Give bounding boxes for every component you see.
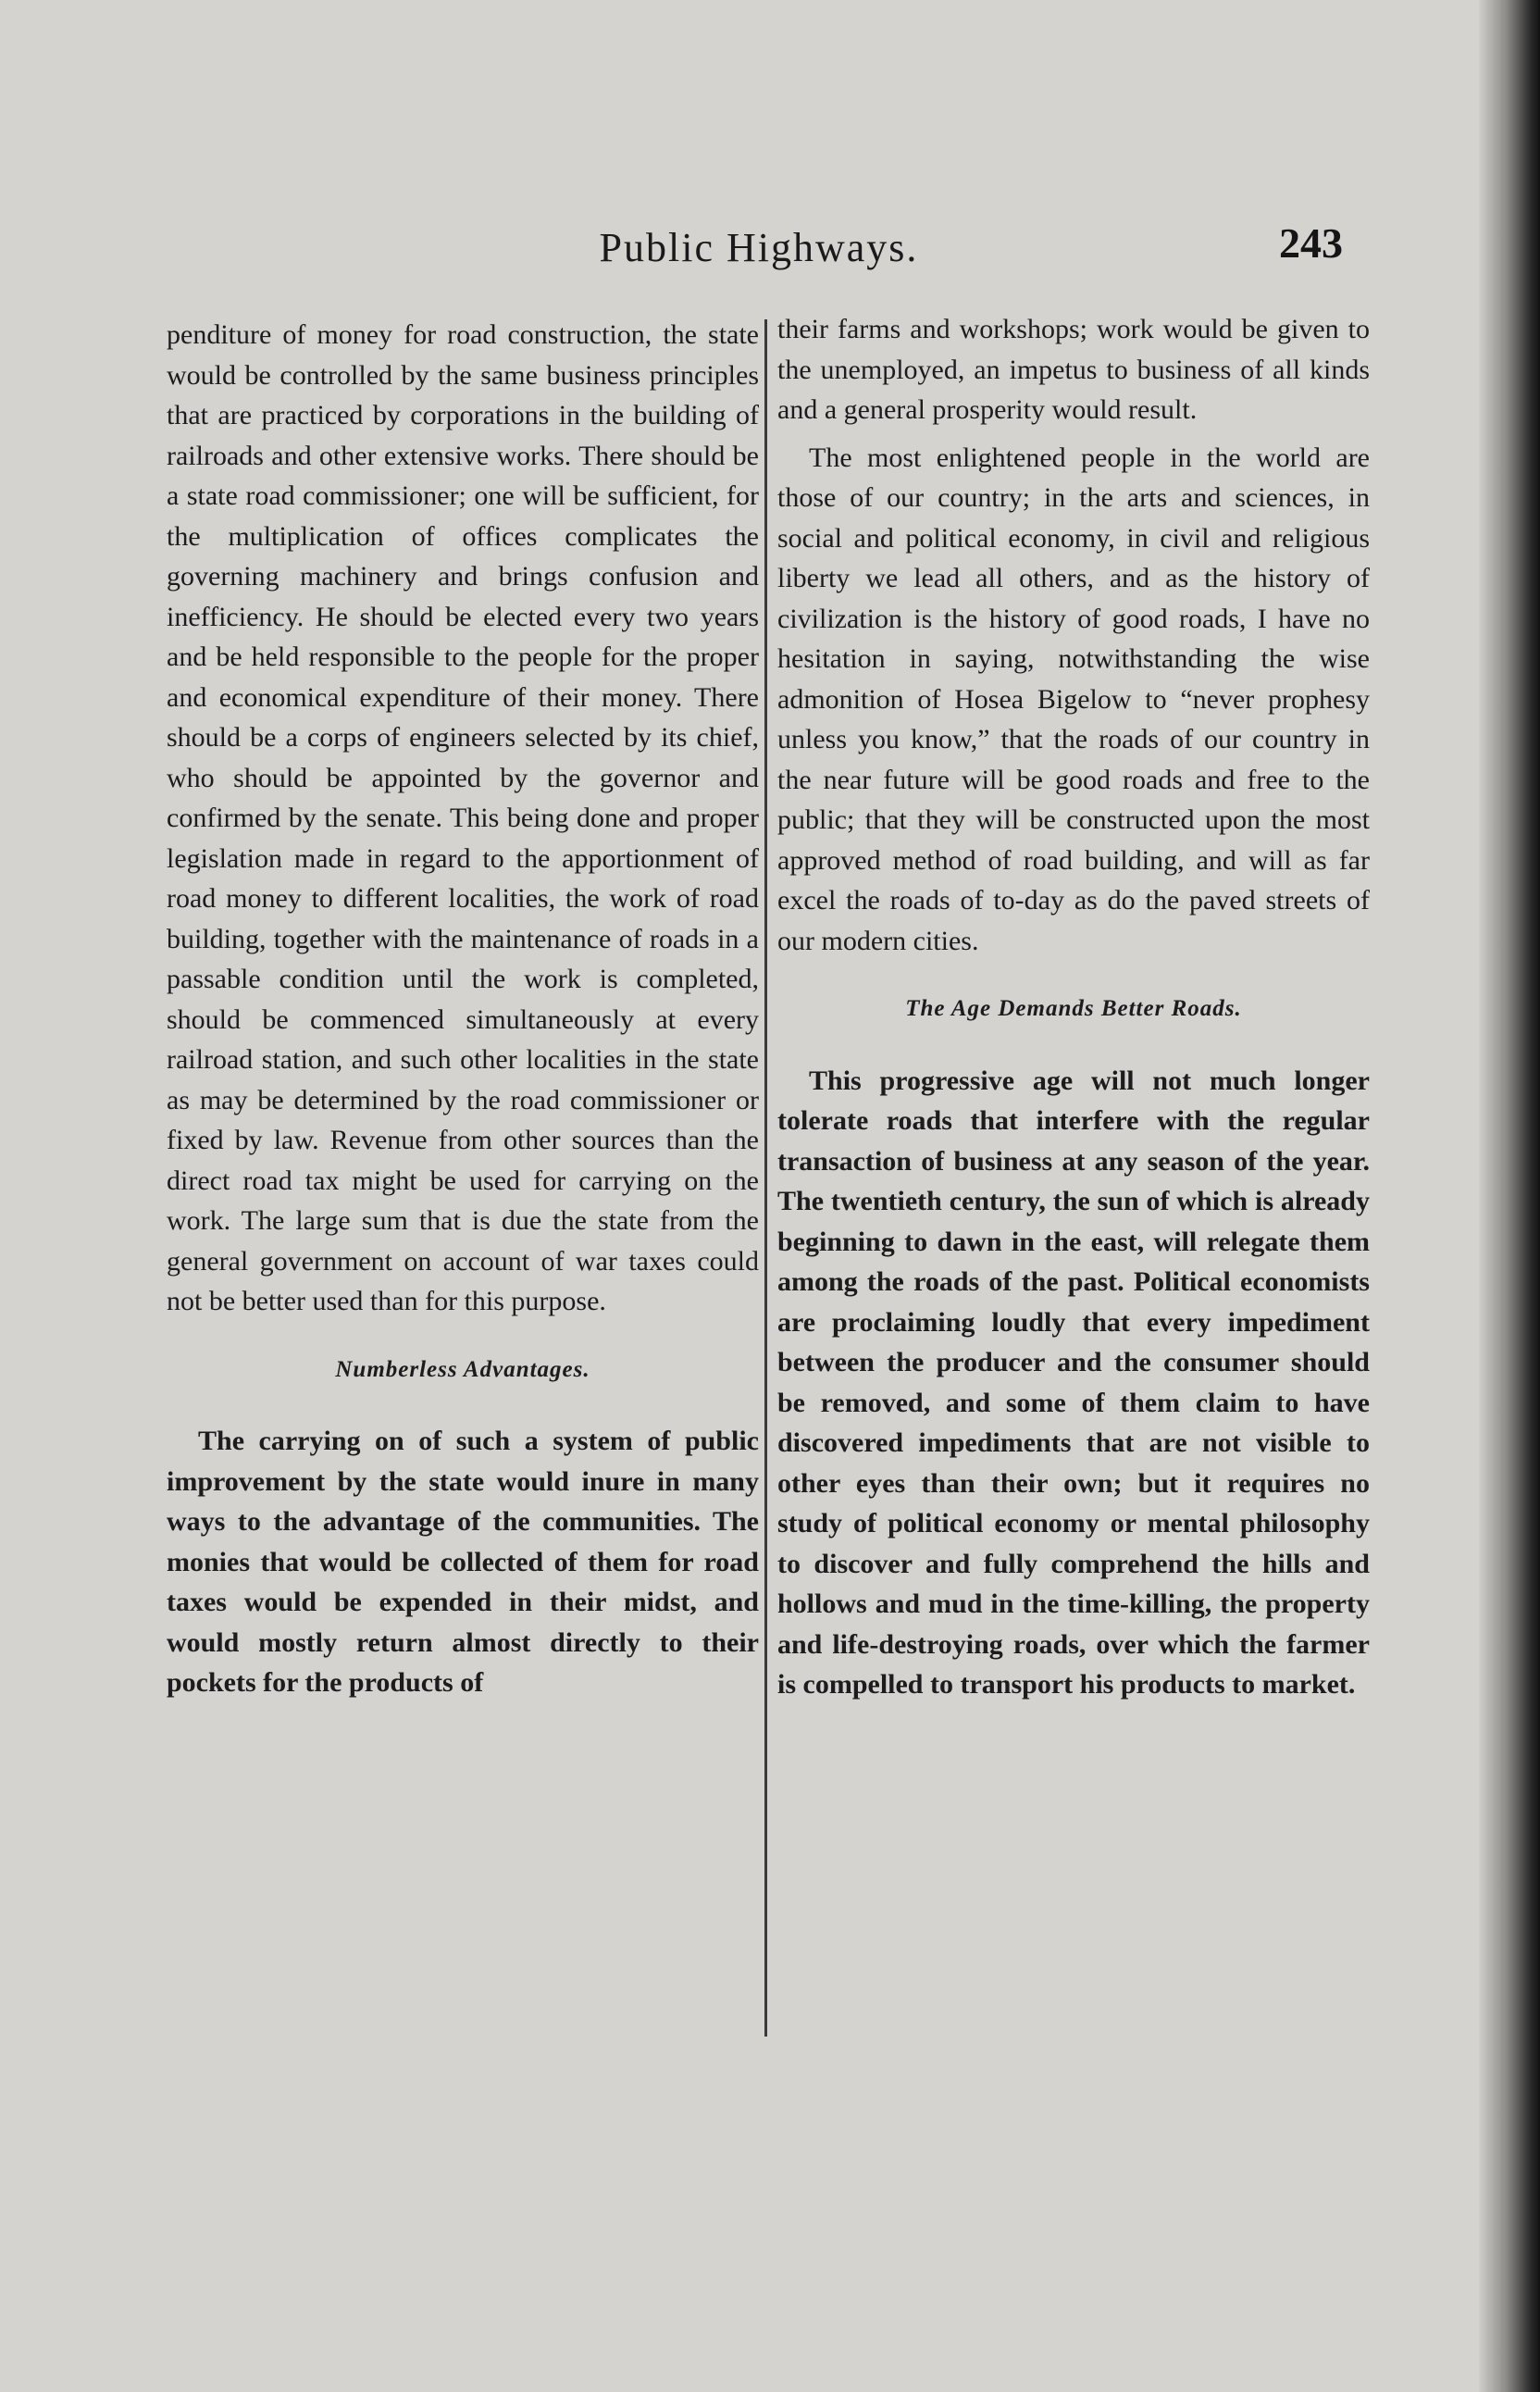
right-column xyxy=(777,309,1370,1705)
right-paragraph-2: The most enlightened people in the world are those of our country; in the arts and sciences, in social and political economy, in civil and religious liberty we lead all others, and as the history of civilization is the history of good roads, I have no hesitation in saying, notwithstanding the wise admonition of Hosea Bigelow to “never prophesy unless you know,” that the roads of our country in the near future will be good roads and free to the public; that they will be constructed upon the most approved method of road building, and will as far excel the roads of to-day as do the paved streets of our modern cities. xyxy=(777,442,1370,956)
right-paragraph-1: their farms and workshops; work would be given to the unemployed, an impetus to business of all kinds and a general prosperity would result. xyxy=(777,314,1370,425)
page-edge-shadow xyxy=(1479,0,1540,2392)
section-heading-numberless-advantages: Numberless Advantages. xyxy=(335,1356,590,1382)
left-paragraph-1: penditure of money for road construction, the state would be controlled by the same business principles that are practiced by corporations in the building of railroads and other extensive works. There should be a state road commissioner; one will be sufficient, for the multiplication of offices complicates the governing machinery and brings confusion and inefficiency. He should be elected every two years and be held responsible to the people for the proper and economical expenditure of their money. There should be a corps of engineers selected by its chief, who should be appointed by the governor and confirmed by the senate. This being done and proper legislation made in regard to the apportionment of road money to different localities, the work of road building, together with the maintenance of roads in a passable condition until the work is completed, should be commenced simultaneously at every railroad station, and such other localities in the state as may be determined by the road commissioner or fixed by law. Revenue from other sources than the direct road tax might be used for carrying on the work. The large sum that is due the state from the general government on account of war taxes could not be better used than for this purpose. xyxy=(167,319,759,1316)
right-paragraph-3: This progressive age will not much longer tolerate roads that interfere with the regular transaction of business at any season of the year. The twentieth century, the sun of which is already beginning to dawn in the east, will relegate them among the roads of the past. Political economists are proclaiming loudly that every impediment between the producer and the consumer should be removed, and some of them claim to have discovered impediments that are not visible to other eyes than their own; but it requires no study of political economy or mental philosophy to discover and fully comprehend the hills and hollows and mud in the time-killing, the property and life-destroying roads, over which the farmer is compelled to transport his products to market. xyxy=(777,1065,1370,1700)
section-heading-age-demands: The Age Demands Better Roads. xyxy=(905,996,1242,1021)
running-header-title: Public Highways. xyxy=(599,225,919,270)
left-column xyxy=(167,315,759,1703)
left-paragraph-2: The carrying on of such a system of public improvement by the state would inure in many ways to the advantage of the communities. The monies that would be collected of them for road taxes would be expended in their midst, and would mostly return almost directly to their pockets for the products of xyxy=(167,1426,759,1698)
column-divider xyxy=(764,319,767,2037)
page-number: 243 xyxy=(1279,219,1343,267)
